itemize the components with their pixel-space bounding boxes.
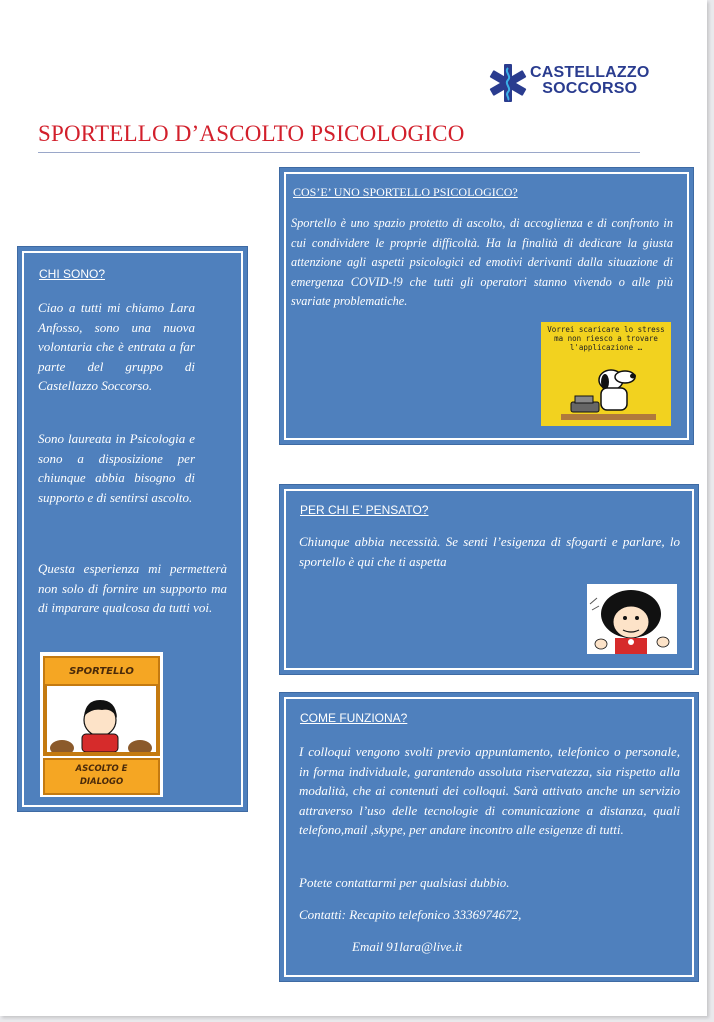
contact-phone: Contatti: Recapito telefonico 3336974672, bbox=[299, 907, 522, 922]
come-funziona-paragraph-2: Potete contattarmi per qualsiasi dubbio. bbox=[299, 875, 510, 890]
snoopy-illustration bbox=[541, 322, 671, 426]
snoopy-caption: Vorrei scaricare lo stress ma non riesco a trovare l'applicazione … bbox=[547, 325, 665, 352]
star-of-life-icon bbox=[488, 62, 528, 104]
come-funziona-heading: COME FUNZIONA? bbox=[300, 711, 408, 725]
chi-sono-heading: CHI SONO? bbox=[39, 267, 106, 281]
per-chi-text: Chiunque abbia necessità. Se senti l’esigenza di sfogarti e parlare, lo sportello è qui che ti aspetta bbox=[299, 534, 680, 569]
chi-sono-paragraph-3: Questa esperienza mi permetterà non solo di fornire un supporto ma di imparare qualcosa da tutti voi. bbox=[38, 561, 227, 615]
logo-line-2: SOCCORSO bbox=[542, 80, 638, 97]
booth-sign-bottom-line-2: DIALOGO bbox=[79, 777, 124, 787]
cose-heading: COS’E’ UNO SPORTELLO PSICOLOGICO? bbox=[293, 185, 518, 199]
booth-sign-top-text: SPORTELLO bbox=[69, 665, 134, 677]
page-title: SPORTELLO D’ASCOLTO PSICOLOGICO bbox=[38, 121, 465, 146]
cose-text: Sportello è uno spazio protetto di ascolto, di accoglienza e di confronto in cui condividere le proprie difficoltà. Ha la finalità di dedicare la giusta attenzione agli aspetti psicologici ed emotivi derivanti dalla situazione di emergenza COVID-!9 che tutti gli operatori stanno vivendo o alle più svariate problematiche. bbox=[291, 216, 673, 308]
logo-text bbox=[530, 65, 650, 97]
chi-sono-paragraph-1: Ciao a tutti mi chiamo Lara Anfosso, sono una nuova volontaria che è entrata a far parte del gruppo di Castellazzo Soccorso. bbox=[38, 300, 195, 393]
come-funziona-box bbox=[279, 692, 699, 982]
per-chi-box bbox=[279, 484, 699, 675]
chi-sono-paragraph-2: Sono laureata in Psicologia e sono a disposizione per chiunque abbia bisogno di supporto e di sentirsi ascolto. bbox=[38, 431, 195, 505]
snoopy-drawing bbox=[541, 322, 671, 426]
castellazzo-soccorso-logo bbox=[488, 62, 668, 104]
mafalda-illustration bbox=[587, 584, 677, 654]
contact-email: Email 91lara@live.it bbox=[352, 939, 463, 954]
title-divider bbox=[38, 152, 640, 153]
cose-box bbox=[279, 167, 694, 445]
come-funziona-paragraph-1: I colloqui vengono svolti previo appuntamento, telefonico o personale, in forma individuale, garantendo assoluta riservatezza, sia rispetto alla modalità, che ai contenuti dei colloqui. Sarà attivato anche un servizio attraverso l’uso delle tecnologie di comunicazione a distanza, quali telefono,mail ,skype, per andare incontro alle esigenze di tutti. bbox=[299, 744, 680, 837]
chi-sono-box bbox=[17, 246, 248, 812]
booth-sign-bottom-line-1: ASCOLTO E bbox=[75, 764, 128, 774]
booth-sign-bottom bbox=[43, 758, 160, 795]
lucy-booth-illustration bbox=[40, 652, 163, 797]
per-chi-heading: PER CHI E’ PENSATO? bbox=[300, 503, 429, 517]
mafalda-drawing bbox=[587, 584, 677, 654]
logo-line-1: CASTELLAZZO bbox=[530, 64, 650, 81]
